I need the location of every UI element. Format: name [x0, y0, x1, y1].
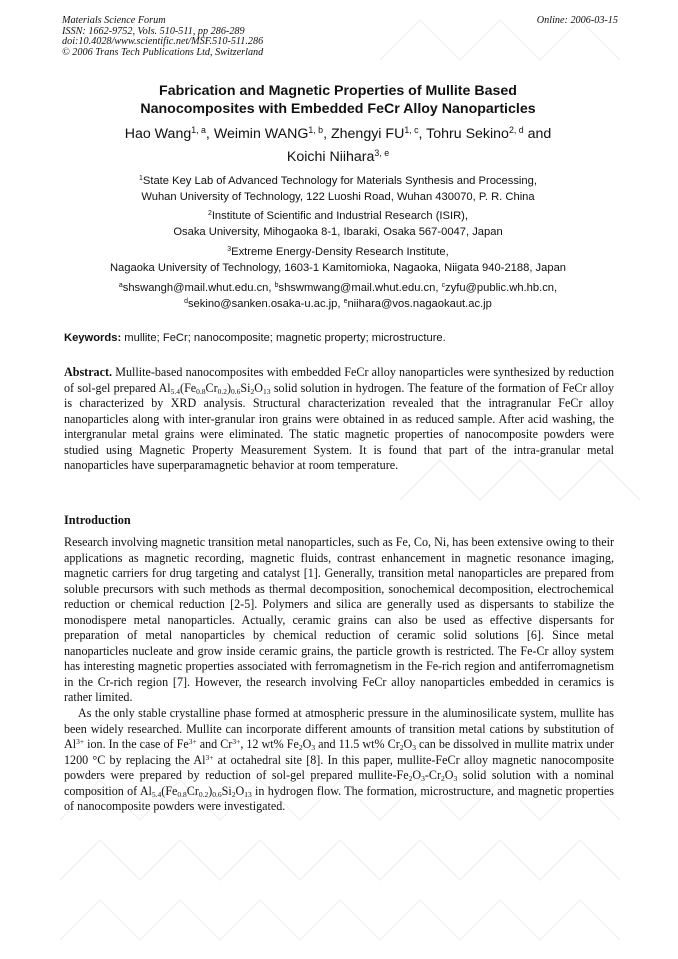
- email-marker: e: [343, 297, 348, 305]
- author-name: Zhengyi FU: [330, 126, 405, 142]
- abstract: [64, 365, 614, 474]
- introduction-body: [64, 535, 614, 815]
- subscript: 3: [421, 774, 425, 784]
- abstract-label: Abstract.: [64, 365, 113, 379]
- subscript: 0.8: [177, 789, 187, 799]
- superscript: 3+: [76, 736, 85, 746]
- email-marker: b: [274, 282, 279, 290]
- abstract-text: O: [254, 380, 263, 395]
- keywords-label: Keywords:: [64, 332, 122, 344]
- journal-header: [62, 16, 618, 58]
- subscript: 3: [311, 742, 316, 752]
- text-run: O: [235, 783, 245, 798]
- text-run: at octahedral site [8]. In this paper, mullite-FeCr alloy magnetic nanocomposite powders were prepared by reduction of sol-gel prepared mullite-Fe: [64, 752, 614, 783]
- author-list: Hao Wang$^{1, a}$, Weimin WANG$^{1, b}$, Zhengyi FU$^{1, c}$, Tohru Sekino$^{2, d}$ and Koichi Niihara$^{3, e}$: [124, 125, 552, 165]
- author-name: Hao Wang: [124, 126, 192, 142]
- subscript: 13: [244, 789, 252, 799]
- subscript: 2: [399, 742, 404, 752]
- affiliation-number: 2: [207, 210, 212, 218]
- keywords: [64, 332, 616, 344]
- superscript: 3+: [188, 736, 197, 746]
- affiliation-number: 1: [139, 175, 143, 183]
- affiliation-2: [62, 209, 614, 240]
- author-name: Koichi Niihara: [286, 149, 375, 165]
- affiliation-text: Institute of Scientific and Industrial Research (ISIR),: [211, 210, 469, 222]
- email-marker: d: [184, 297, 188, 305]
- author-conjunction: and: [523, 126, 552, 142]
- affiliation-3: [62, 245, 614, 276]
- subscript: 3: [453, 774, 458, 784]
- affiliation-number: 3: [227, 246, 232, 254]
- affiliation-text: Nagaoka University of Technology, 1603-1 Kamitomioka, Nagaoka, Niigata 940-2188, Japan: [109, 261, 567, 274]
- text-run: O: [444, 768, 454, 783]
- title-line-2: Nanocomposites with Embedded FeCr Alloy Nanoparticles: [140, 101, 536, 117]
- subscript: 0.2: [217, 386, 228, 396]
- copyright-line: © 2006 Trans Tech Publications Ltd, Switzerland: [62, 46, 264, 58]
- affiliation-text: Osaka University, Mihogaoka 8-1, Ibaraki, Osaka 567-0047, Japan: [173, 225, 503, 238]
- author-superscript: 1, b: [308, 125, 324, 136]
- subscript: 0.2: [198, 789, 209, 799]
- text-run: O: [412, 768, 422, 783]
- subscript: 0.6: [231, 386, 241, 396]
- text-run: O: [403, 737, 413, 752]
- abstract-text: (Fe: [180, 380, 197, 395]
- text-run: , 12 wt% Fe: [240, 737, 299, 752]
- text-run: ion. In the case of Fe: [84, 737, 189, 752]
- author-superscript: 1, a: [191, 125, 206, 136]
- paragraph: Research involving magnetic transition metal nanoparticles, such as Fe, Co, Ni, has been extensive owing to their applications as magnetic recording, magnetic fluids, contrast enhancement in magnetic resonance imaging, magnetic carriers for drug targeting and catalyst [1]. Generally, transition metal nanoparticles are prepared from soluble precursors with such methods as thermal decomposition, sonochemical decomposition, electrochemical reduction or chemical reduction [2-5]. Polymers and silica are generally used as dispersants to stabilize the monodispere metal nanoparticles. Actually, ceramic grains can also be used as effective dispersants for preparation of metal nanoparticles by chemical reduction of ceramic solid solutions [6]. Since metal nanoparticles nucleate and grow inside ceramic grains, the particle growth is restricted. The Fe-Cr alloy system has interesting magnetic properties associated with ferromagnetism in the Fe-rich region and antiferromagnetism in the Cr-rich region [7]. However, the research involving FeCr alloy nanoparticles embedded in ceramics is rather limited.: [64, 535, 614, 705]
- keywords-text: mullite; FeCr; nanocomposite; magnetic property; microstructure.: [121, 332, 446, 344]
- email-marker: c: [441, 282, 446, 290]
- text-run: ): [208, 783, 213, 798]
- superscript: 3+: [205, 752, 214, 762]
- email-marker: a: [118, 282, 123, 290]
- abstract-text: solid solution in hydrogen. The feature of the formation of FeCr alloy is characterized by XRD analysis. Structural characterization revealed that the intragranular FeCr alloy nanoparticles along with inter-granular iron grains were obtained in as reduced sample. After acid washing, the intergranular metal grains were eliminated. The static magnetic properties of nanocomposite powders were studied using Magnetic Property Measurement System. It is found that part of the intra-granular metal nanoparticles have superparamagnetic behavior at room temperature.: [64, 380, 615, 473]
- subscript: 2: [231, 789, 236, 799]
- email-address: niihara@vos.nagaokaut.ac.jp: [347, 297, 492, 310]
- subscript: 13: [263, 386, 271, 396]
- author-name: Weimin WANG: [213, 126, 309, 142]
- superscript: 3+: [232, 736, 241, 746]
- subscript: 0.6: [212, 789, 222, 799]
- section-heading-introduction: Introduction: [64, 513, 131, 527]
- author-superscript: 3, e: [374, 148, 390, 159]
- subscript: 2: [440, 774, 445, 784]
- email-list: [62, 281, 614, 312]
- abstract-text: Mullite-based nanocomposites with embedded FeCr alloy nanoparticles were synthesized by reduction of sol-gel prepared Al: [64, 365, 614, 395]
- paper-title: [62, 82, 614, 118]
- text-run: and Cr: [196, 737, 233, 752]
- text-run: Si: [221, 783, 232, 798]
- affiliation-1: [62, 174, 614, 205]
- affiliation-text: Extreme Energy-Density Research Institute,: [231, 246, 449, 258]
- author-name: Tohru Sekino: [426, 126, 509, 142]
- subscript: 0.8: [196, 386, 206, 396]
- issn-line: ISSN: 1662-9752, Vols. 510-511, pp 286-289: [62, 25, 245, 37]
- text-run: O: [302, 737, 312, 752]
- email-address: shswangh@mail.whut.edu.cn,: [122, 282, 275, 294]
- email-address: zyfu@public.wh.hb.cn,: [445, 282, 558, 294]
- text-run: As the only stable crystalline phase formed at atmospheric pressure in the aluminosilicate system, mullite has been widely researched. Mullite can incorporate different amounts of transition metal cations by substitution of Al: [64, 706, 614, 752]
- doi-line: doi:10.4028/www.scientific.net/MSF.510-511.286: [62, 36, 264, 48]
- text-run: (Fe: [161, 783, 178, 798]
- text-run: Cr: [186, 783, 199, 798]
- subscript: 3: [412, 742, 416, 752]
- online-date: Online: 2006-03-15: [536, 15, 618, 26]
- title-line-1: Fabrication and Magnetic Properties of Mullite Based: [159, 83, 517, 99]
- email-address: shswmwang@mail.whut.edu.cn,: [278, 282, 442, 294]
- abstract-text: Si: [240, 380, 251, 395]
- text-run: solid solution with a nominal composition of Al: [64, 768, 614, 798]
- affiliation-text: State Key Lab of Advanced Technology for Materials Synthesis and Processing,: [142, 175, 537, 187]
- text-run: -Cr: [424, 768, 441, 783]
- email-address: sekino@sanken.osaka-u.ac.jp,: [187, 297, 344, 310]
- subscript: 5.4: [170, 386, 181, 396]
- subscript: 2: [250, 386, 255, 396]
- affiliation-text: Wuhan University of Technology, 122 Luoshi Road, Wuhan 430070, P. R. China: [141, 190, 535, 203]
- journal-name: Materials Science Forum: [62, 15, 166, 26]
- subscript: 2: [298, 742, 303, 752]
- author-superscript: 2, d: [508, 125, 524, 136]
- abstract-text: Cr: [205, 380, 218, 395]
- text-run: and 11.5 wt% Cr: [315, 737, 400, 752]
- abstract-text: ): [227, 380, 232, 395]
- paragraph: [64, 706, 614, 815]
- author-superscript: 1, c: [404, 125, 419, 136]
- text-run: can be dissolved in mullite matrix under 1200 °C by replacing the Al: [64, 737, 614, 767]
- subscript: 2: [408, 774, 413, 784]
- subscript: 5.4: [151, 789, 162, 799]
- text-run: in hydrogen flow. The formation, microstructure, and magnetic properties of nanocomposite powders were investigated.: [64, 783, 615, 814]
